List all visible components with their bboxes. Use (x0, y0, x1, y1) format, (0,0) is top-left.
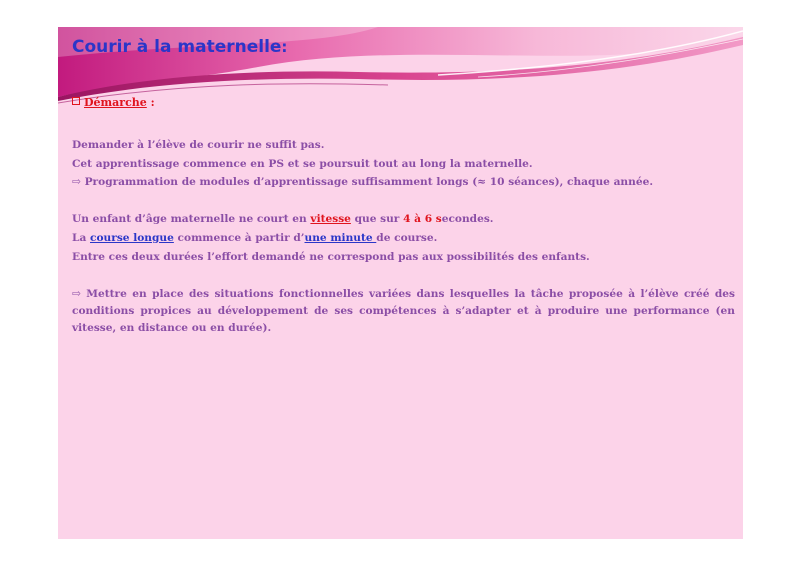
para1-line3: ⇨ Programmation de modules d’apprentissage suffisamment longs (≈ 10 séances), chaque année. (72, 176, 654, 188)
para1-line1: Demander à l’élève de courir ne suffit pas. (72, 139, 325, 151)
arrow-right-icon: ⇨ (72, 176, 81, 188)
para2-line2: La course longue commence à partir d’une minute de course. (72, 232, 438, 244)
para1-line2: Cet apprentissage commence en PS et se poursuit tout au long la maternelle. (72, 158, 533, 170)
para2-line3: Entre ces deux durées l’effort demandé ne correspond pas aux possibilités des enfants. (72, 251, 590, 263)
arrow-right-icon: ⇨ (72, 288, 81, 300)
para3: ⇨ Mettre en place des situations fonctionnelles variées dans lesquelles la tâche proposée à l’élève créé des conditions propices au développement de ses compétences à s’adapter et à produire une performance (en vitesse, en distance ou en durée). (72, 288, 735, 334)
section-suffix: : (146, 96, 155, 109)
vitesse-highlight: vitesse (310, 213, 351, 225)
slide-content (72, 136, 735, 337)
checkbox-bullet-icon (72, 97, 80, 105)
section-heading (72, 96, 155, 109)
section-label: Démarche (84, 96, 147, 109)
duree-highlight: 4 à 6 s (403, 213, 442, 225)
title-colon: : (281, 38, 288, 56)
slide (58, 27, 743, 539)
une-minute-highlight: une minute (304, 232, 377, 244)
slide-title: Courir à la maternelle: (72, 37, 288, 57)
para2-line1: Un enfant d’âge maternelle ne court en vitesse que sur 4 à 6 secondes. (72, 213, 494, 225)
course-longue-highlight: course longue (90, 232, 174, 244)
